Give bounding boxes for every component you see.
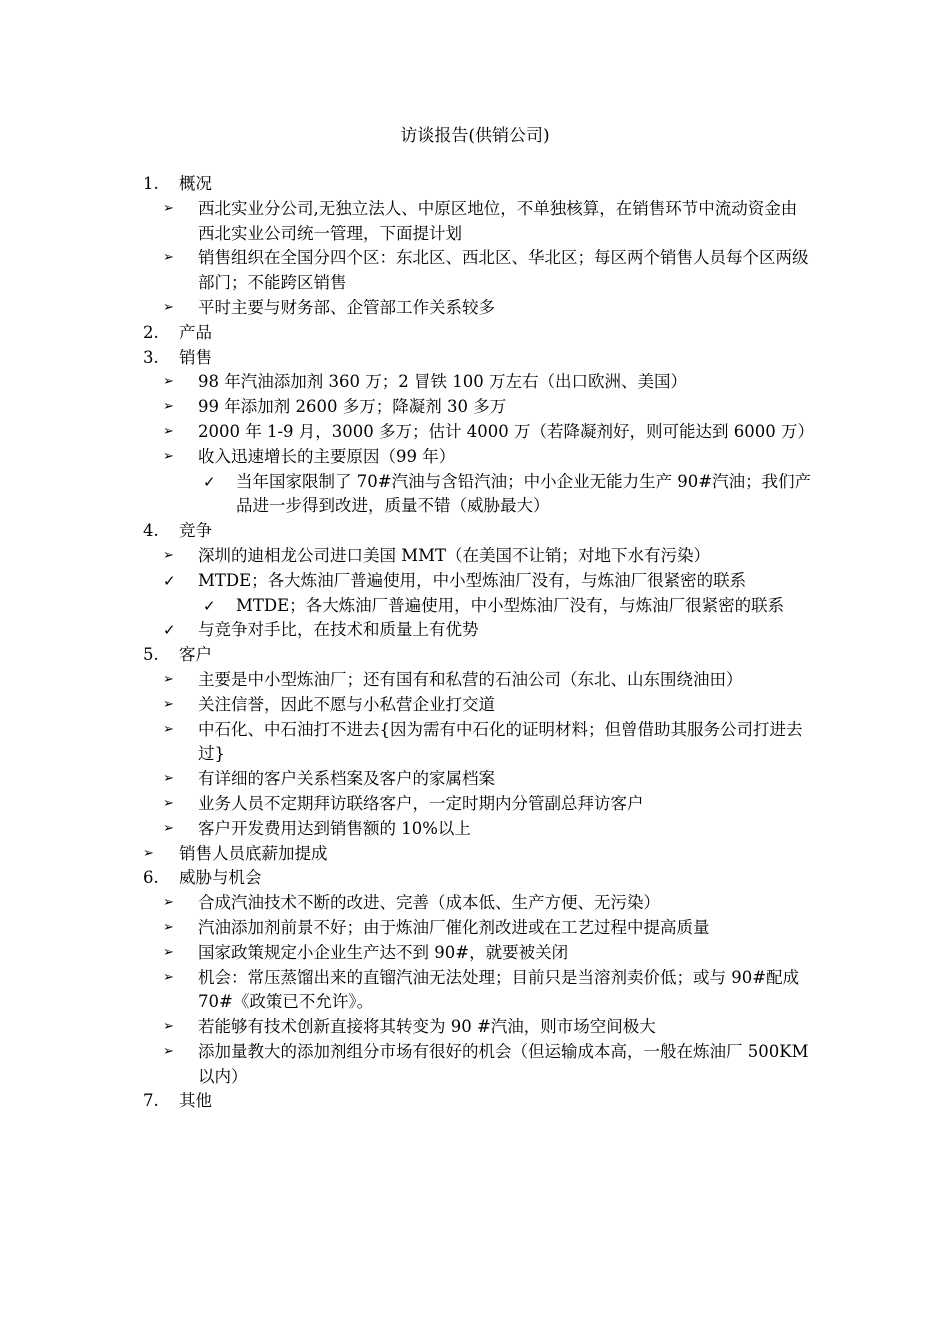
item-text: 机会：常压蒸馏出来的直镏汽油无法处理；目前只是当溶剂卖价低；或与 90#配成 70#《政策已不允许》。 — [198, 967, 800, 1012]
list-item — [0, 370, 950, 395]
item-text: 销售人员底薪加提成 — [179, 843, 328, 863]
section-number: 3. — [143, 347, 159, 367]
document-title: 访谈报告(供销公司) — [400, 126, 550, 146]
list-item — [0, 544, 950, 569]
item-text: MTDE；各大炼油厂普遍使用，中小型炼油厂没有，与炼油厂很紧密的联系 — [198, 570, 747, 590]
checkmark-bullet-icon: ✓ — [203, 472, 216, 491]
section-heading — [0, 866, 950, 891]
arrow-bullet-icon: ➢ — [163, 771, 174, 787]
arrow-bullet-icon: ➢ — [163, 969, 174, 985]
item-text: 2000 年 1-9 月，3000 多万；估计 4000 万（若降凝剂好，则可能达到 6000 万） — [198, 421, 814, 441]
checkmark-bullet-icon: ✓ — [163, 621, 176, 640]
item-text: 客户开发费用达到销售额的 10%以上 — [198, 818, 471, 838]
list-item — [0, 718, 950, 768]
arrow-bullet-icon: ➢ — [163, 919, 174, 935]
list-item — [0, 445, 950, 470]
item-text: 与竞争对手比，在技术和质量上有优势 — [198, 620, 479, 640]
item-text: 汽油添加剂前景不好；由于炼油厂催化剂改进或在工艺过程中提高质量 — [198, 917, 710, 937]
item-text: 关注信誉，因此不愿与小私营企业打交道 — [198, 694, 495, 714]
item-text: 99 年添加剂 2600 多万；降凝剂 30 多万 — [198, 397, 507, 417]
list-item — [0, 1015, 950, 1040]
arrow-bullet-icon: ➢ — [163, 200, 174, 216]
item-text: 当年国家限制了 70#汽油与含铅汽油；中小企业无能力生产 90#汽油；我们产品进一步得到改进，质量不错（威胁最大） — [236, 471, 812, 516]
item-text: 98 年汽油添加剂 360 万；2 冒铁 100 万左右（出口欧洲、美国） — [198, 372, 687, 392]
item-text: 西北实业分公司,无独立法人、中原区地位，不单独核算，在销售环节中流动资金由西北实业公司统一管理，下面提计划 — [198, 198, 798, 243]
checkmark-bullet-icon: ✓ — [163, 571, 176, 590]
checkmark-bullet-icon: ✓ — [203, 596, 216, 615]
list-item — [0, 916, 950, 941]
list-item — [0, 941, 950, 966]
item-text: 中石化、中石油打不进去{因为需有中石化的证明材料；但曾借助其服务公司打进去过} — [198, 719, 803, 764]
arrow-bullet-icon: ➢ — [163, 671, 174, 687]
section-number: 6. — [143, 868, 159, 888]
arrow-bullet-icon: ➢ — [163, 1019, 174, 1035]
item-text: 业务人员不定期拜访联络客户，一定时期内分管副总拜访客户 — [198, 793, 644, 813]
arrow-bullet-icon: ➢ — [143, 845, 154, 861]
item-text: 国家政策规定小企业生产达不到 90#，就要被关闭 — [198, 942, 569, 962]
section-number: 5. — [143, 645, 159, 665]
section-heading — [0, 321, 950, 346]
section-heading — [0, 172, 950, 197]
arrow-bullet-icon: ➢ — [163, 423, 174, 439]
list-item — [0, 817, 950, 842]
section-number: 4. — [143, 521, 159, 541]
item-text: 收入迅速增长的主要原因（99 年） — [198, 446, 456, 466]
arrow-bullet-icon: ➢ — [163, 374, 174, 390]
arrow-bullet-icon: ➢ — [163, 1043, 174, 1059]
arrow-bullet-icon: ➢ — [163, 399, 174, 415]
section-number: 2. — [143, 322, 159, 342]
list-item — [0, 792, 950, 817]
list-item — [0, 197, 950, 247]
list-item — [0, 420, 950, 445]
item-text: 竞争 — [179, 521, 212, 541]
item-text: 产品 — [179, 322, 212, 342]
item-text: 销售 — [179, 347, 212, 367]
list-item — [0, 296, 950, 321]
list-item — [0, 842, 950, 867]
arrow-bullet-icon: ➢ — [163, 250, 174, 266]
list-item — [0, 668, 950, 693]
list-item — [0, 1040, 950, 1090]
document-body — [0, 172, 950, 1114]
section-heading — [0, 1089, 950, 1114]
section-number: 1. — [143, 174, 159, 193]
item-text: 有详细的客户关系档案及客户的家属档案 — [198, 769, 495, 789]
item-text: 若能够有技术创新直接将其转变为 90 #汽油，则市场空间极大 — [198, 1017, 656, 1037]
item-text: 深圳的迪相龙公司进口美国 MMT（在美国不让销；对地下水有污染） — [198, 545, 711, 565]
arrow-bullet-icon: ➢ — [163, 448, 174, 464]
arrow-bullet-icon: ➢ — [163, 820, 174, 836]
item-text: 客户 — [179, 645, 212, 665]
list-item — [0, 470, 950, 520]
section-heading — [0, 519, 950, 544]
item-text: 销售组织在全国分四个区：东北区、西北区、华北区；每区两个销售人员每个区两级部门；不能跨区销售 — [198, 248, 809, 293]
arrow-bullet-icon: ➢ — [163, 944, 174, 960]
list-item — [0, 767, 950, 792]
list-item — [0, 618, 950, 643]
section-number: 7. — [143, 1091, 159, 1111]
item-text: 添加量教大的添加剂组分市场有很好的机会（但运输成本高，一般在炼油厂 500KM 以内） — [198, 1041, 809, 1086]
section-heading — [0, 643, 950, 668]
list-item — [0, 569, 950, 594]
list-item — [0, 395, 950, 420]
section-heading — [0, 346, 950, 371]
item-text: 合成汽油技术不断的改进、完善（成本低、生产方便、无污染） — [198, 893, 660, 913]
arrow-bullet-icon: ➢ — [163, 895, 174, 911]
item-text: 威胁与机会 — [179, 868, 262, 888]
list-item — [0, 246, 950, 296]
list-item — [0, 891, 950, 916]
arrow-bullet-icon: ➢ — [163, 721, 174, 737]
item-text: 平时主要与财务部、企管部工作关系较多 — [198, 297, 495, 317]
arrow-bullet-icon: ➢ — [163, 795, 174, 811]
list-item — [0, 693, 950, 718]
item-text: 概况 — [179, 174, 212, 193]
arrow-bullet-icon: ➢ — [163, 547, 174, 563]
arrow-bullet-icon: ➢ — [163, 299, 174, 315]
list-item — [0, 966, 950, 1016]
item-text: MTDE；各大炼油厂普遍使用，中小型炼油厂没有，与炼油厂很紧密的联系 — [236, 595, 785, 615]
list-item — [0, 594, 950, 619]
item-text: 主要是中小型炼油厂；还有国有和私营的石油公司（东北、山东围绕油田） — [198, 669, 743, 689]
item-text: 其他 — [179, 1091, 212, 1111]
arrow-bullet-icon: ➢ — [163, 696, 174, 712]
